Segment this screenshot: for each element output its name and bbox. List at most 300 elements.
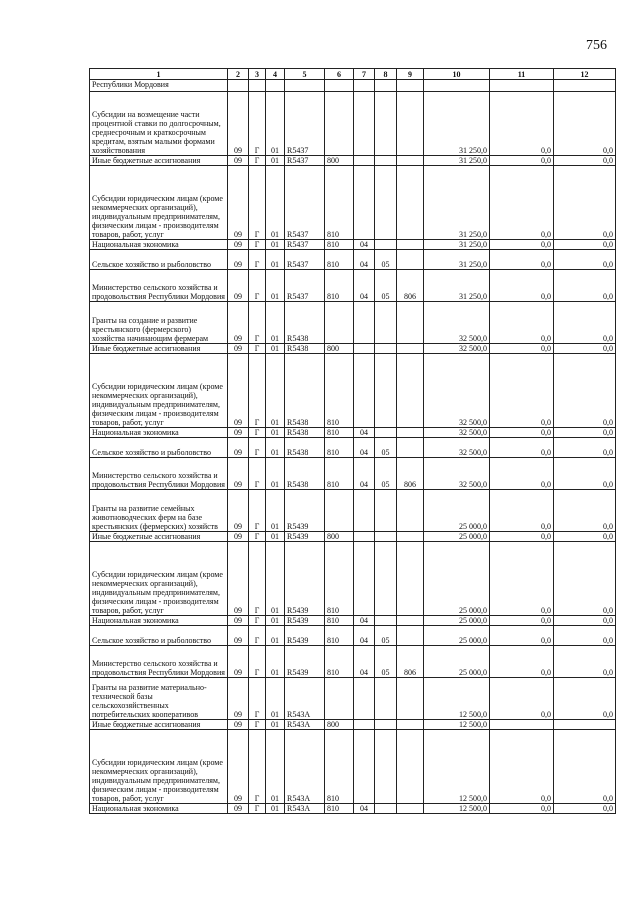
table-cell: 0,0: [554, 240, 616, 250]
table-cell: R5437: [285, 250, 325, 270]
table-cell: [354, 80, 375, 92]
table-cell: [325, 92, 354, 156]
col-header: 11: [490, 69, 554, 80]
table-body: [90, 80, 616, 814]
table-cell: [354, 156, 375, 166]
table-cell: 0,0: [554, 490, 616, 532]
table-cell: [285, 80, 325, 92]
table-cell: 31 250,0: [424, 240, 490, 250]
table-cell: 01: [266, 646, 285, 678]
table-cell: R543A: [285, 804, 325, 814]
table-cell: 810: [325, 438, 354, 458]
table-cell: 0,0: [490, 804, 554, 814]
table-cell: [354, 92, 375, 156]
table-cell: 0,0: [554, 646, 616, 678]
table-cell: [375, 730, 397, 804]
row-label: Национальная экономика: [90, 616, 228, 626]
table-cell: 0,0: [490, 646, 554, 678]
table-row: [90, 490, 616, 532]
budget-table: [89, 68, 616, 814]
table-cell: 32 500,0: [424, 344, 490, 354]
table-cell: 31 250,0: [424, 166, 490, 240]
table-cell: [375, 542, 397, 616]
table-cell: 0,0: [490, 542, 554, 616]
table-cell: R5437: [285, 92, 325, 156]
table-cell: [375, 720, 397, 730]
table-cell: 01: [266, 532, 285, 542]
table-cell: 09: [228, 730, 249, 804]
table-cell: 09: [228, 302, 249, 344]
table-cell: [325, 678, 354, 720]
table-cell: 01: [266, 166, 285, 240]
table-row: [90, 156, 616, 166]
table-cell: 01: [266, 354, 285, 428]
table-cell: R5438: [285, 354, 325, 428]
table-cell: 09: [228, 458, 249, 490]
table-cell: [397, 250, 424, 270]
table-cell: R5438: [285, 458, 325, 490]
table-cell: 32 500,0: [424, 354, 490, 428]
table-cell: R5437: [285, 270, 325, 302]
table-cell: 04: [354, 616, 375, 626]
row-label: Гранты на развитие материально-технической базы сельскохозяйственных потребительских кооперативов: [90, 678, 228, 720]
table-row: [90, 270, 616, 302]
table-cell: Г: [249, 428, 266, 438]
table-cell: 09: [228, 156, 249, 166]
table-cell: [375, 354, 397, 428]
table-row: [90, 302, 616, 344]
table-cell: [354, 532, 375, 542]
row-label: Иные бюджетные ассигнования: [90, 156, 228, 166]
row-label: Гранты на создание и развитие крестьянского (фермерского) хозяйства начинающим фермерам: [90, 302, 228, 344]
table-cell: 04: [354, 240, 375, 250]
col-header: 12: [554, 69, 616, 80]
table-cell: 0,0: [490, 616, 554, 626]
table-cell: 0,0: [554, 458, 616, 490]
table-cell: 09: [228, 438, 249, 458]
table-cell: 0,0: [554, 354, 616, 428]
table-cell: 0,0: [490, 458, 554, 490]
table-cell: 0,0: [554, 302, 616, 344]
col-header: 10: [424, 69, 490, 80]
table-cell: 0,0: [554, 156, 616, 166]
table-cell: Г: [249, 92, 266, 156]
table-cell: R5439: [285, 490, 325, 532]
table-cell: Г: [249, 804, 266, 814]
table-cell: 04: [354, 438, 375, 458]
table-cell: [375, 92, 397, 156]
table-cell: R5437: [285, 240, 325, 250]
table-cell: 25 000,0: [424, 542, 490, 616]
table-cell: R5438: [285, 428, 325, 438]
table-cell: 0,0: [554, 270, 616, 302]
row-label: Субсидии юридическим лицам (кроме некоммерческих организаций), индивидуальным предпринимателям, физическим лицам - производителям товаров, работ, услуг: [90, 542, 228, 616]
table-row: [90, 646, 616, 678]
table-cell: 01: [266, 250, 285, 270]
table-cell: 09: [228, 720, 249, 730]
table-cell: 25 000,0: [424, 626, 490, 646]
page-number: 756: [586, 38, 607, 53]
table-cell: 31 250,0: [424, 156, 490, 166]
table-cell: 09: [228, 92, 249, 156]
table-cell: 05: [375, 458, 397, 490]
table-cell: Г: [249, 344, 266, 354]
table-cell: 810: [325, 458, 354, 490]
table-cell: R5438: [285, 344, 325, 354]
table-cell: 806: [397, 270, 424, 302]
table-cell: 25 000,0: [424, 616, 490, 626]
table-cell: 0,0: [490, 270, 554, 302]
table-cell: [325, 302, 354, 344]
row-label: Республики Мордовия: [90, 80, 228, 92]
table-cell: 01: [266, 302, 285, 344]
col-header: 7: [354, 69, 375, 80]
table-cell: Г: [249, 678, 266, 720]
table-cell: 09: [228, 616, 249, 626]
table-cell: 01: [266, 720, 285, 730]
table-cell: 0,0: [554, 678, 616, 720]
table-cell: [354, 720, 375, 730]
table-cell: 09: [228, 428, 249, 438]
table-cell: Г: [249, 542, 266, 616]
table-cell: R5437: [285, 166, 325, 240]
table-cell: 0,0: [554, 428, 616, 438]
table-cell: [490, 80, 554, 92]
row-label: Иные бюджетные ассигнования: [90, 720, 228, 730]
table-cell: 12 500,0: [424, 730, 490, 804]
table-cell: 05: [375, 646, 397, 678]
table-cell: 0,0: [554, 92, 616, 156]
row-label: Министерство сельского хозяйства и продовольствия Республики Мордовия: [90, 646, 228, 678]
table-cell: 09: [228, 804, 249, 814]
table-cell: [375, 616, 397, 626]
table-cell: 810: [325, 804, 354, 814]
row-label: Сельское хозяйство и рыболовство: [90, 250, 228, 270]
table-cell: 0,0: [490, 156, 554, 166]
table-cell: Г: [249, 616, 266, 626]
table-cell: 31 250,0: [424, 250, 490, 270]
table-cell: [397, 626, 424, 646]
table-cell: 0,0: [554, 532, 616, 542]
table-cell: 0,0: [554, 626, 616, 646]
table-cell: [554, 80, 616, 92]
table-row: [90, 166, 616, 240]
table-row: [90, 92, 616, 156]
table-cell: 32 500,0: [424, 458, 490, 490]
table-cell: 09: [228, 354, 249, 428]
table-cell: 0,0: [490, 92, 554, 156]
table-cell: 806: [397, 646, 424, 678]
table-cell: 0,0: [490, 438, 554, 458]
table-cell: 810: [325, 730, 354, 804]
table-cell: 12 500,0: [424, 804, 490, 814]
table-cell: 25 000,0: [424, 646, 490, 678]
table-cell: 09: [228, 240, 249, 250]
table-cell: [397, 730, 424, 804]
table-row: [90, 80, 616, 92]
col-header: 8: [375, 69, 397, 80]
table-cell: 09: [228, 646, 249, 678]
table-cell: [354, 678, 375, 720]
table-cell: 25 000,0: [424, 490, 490, 532]
table-cell: [397, 490, 424, 532]
table-cell: [397, 166, 424, 240]
table-row: [90, 616, 616, 626]
table-cell: Г: [249, 354, 266, 428]
table-cell: [397, 302, 424, 344]
row-label: Сельское хозяйство и рыболовство: [90, 438, 228, 458]
table-cell: [397, 80, 424, 92]
table-cell: 01: [266, 270, 285, 302]
table-cell: [375, 240, 397, 250]
table-cell: [354, 166, 375, 240]
table-row: [90, 354, 616, 428]
table-cell: 04: [354, 804, 375, 814]
table-row: [90, 678, 616, 720]
row-label: Субсидии юридическим лицам (кроме некоммерческих организаций), индивидуальным предпринимателям, физическим лицам - производителям товаров, работ, услуг: [90, 166, 228, 240]
table-cell: [397, 438, 424, 458]
table-cell: 04: [354, 626, 375, 646]
table-cell: [397, 344, 424, 354]
table-cell: 32 500,0: [424, 302, 490, 344]
table-row: [90, 240, 616, 250]
table-cell: R543A: [285, 678, 325, 720]
table-row: [90, 730, 616, 804]
row-label: Сельское хозяйство и рыболовство: [90, 626, 228, 646]
table-cell: [266, 80, 285, 92]
table-cell: 810: [325, 166, 354, 240]
table-cell: [397, 720, 424, 730]
table-cell: [375, 166, 397, 240]
row-label: Гранты на развитие семейных животноводческих ферм на базе крестьянских (фермерских) хозяйств: [90, 490, 228, 532]
table-cell: 09: [228, 344, 249, 354]
table-cell: 31 250,0: [424, 270, 490, 302]
table-cell: [397, 428, 424, 438]
table-cell: 0,0: [490, 626, 554, 646]
table-cell: [354, 344, 375, 354]
table-cell: [375, 532, 397, 542]
table-cell: 0,0: [490, 532, 554, 542]
table-cell: [354, 354, 375, 428]
table-cell: 0,0: [554, 438, 616, 458]
table-cell: 800: [325, 720, 354, 730]
table-cell: [397, 240, 424, 250]
table-cell: 810: [325, 626, 354, 646]
table-cell: 01: [266, 240, 285, 250]
table-cell: [228, 80, 249, 92]
table-cell: [397, 156, 424, 166]
table-cell: 0,0: [554, 542, 616, 616]
table-cell: 09: [228, 270, 249, 302]
table-cell: [354, 302, 375, 344]
col-header: 9: [397, 69, 424, 80]
table-cell: 800: [325, 344, 354, 354]
table-cell: 810: [325, 354, 354, 428]
table-cell: 0,0: [490, 344, 554, 354]
table-cell: Г: [249, 270, 266, 302]
table-cell: 01: [266, 730, 285, 804]
row-label: Национальная экономика: [90, 240, 228, 250]
table-cell: 01: [266, 428, 285, 438]
table-row: [90, 542, 616, 616]
table-row: [90, 428, 616, 438]
table-cell: [397, 92, 424, 156]
table-cell: 32 500,0: [424, 438, 490, 458]
table-cell: 0,0: [490, 250, 554, 270]
table-cell: 0,0: [554, 804, 616, 814]
table-cell: 12 500,0: [424, 678, 490, 720]
table-cell: 0,0: [490, 302, 554, 344]
table-cell: 810: [325, 542, 354, 616]
table-cell: R5439: [285, 616, 325, 626]
table-cell: [375, 804, 397, 814]
table-cell: 01: [266, 458, 285, 490]
table-cell: 31 250,0: [424, 92, 490, 156]
table-cell: Г: [249, 156, 266, 166]
table-cell: [325, 80, 354, 92]
table-cell: 0,0: [490, 428, 554, 438]
col-header: 5: [285, 69, 325, 80]
table-cell: [397, 678, 424, 720]
table-cell: 800: [325, 532, 354, 542]
table-cell: Г: [249, 240, 266, 250]
table-cell: 0,0: [490, 730, 554, 804]
table-cell: 0,0: [490, 166, 554, 240]
table-cell: 0,0: [554, 166, 616, 240]
table-cell: [354, 730, 375, 804]
table-cell: R5438: [285, 302, 325, 344]
table-cell: Г: [249, 720, 266, 730]
table-cell: [325, 490, 354, 532]
table-cell: 810: [325, 240, 354, 250]
table-cell: Г: [249, 438, 266, 458]
row-label: Субсидии юридическим лицам (кроме некоммерческих организаций), индивидуальным предпринимателям, физическим лицам - производителям товаров, работ, услуг: [90, 354, 228, 428]
table-cell: R543A: [285, 720, 325, 730]
table-cell: Г: [249, 166, 266, 240]
table-cell: 05: [375, 250, 397, 270]
table-cell: 01: [266, 804, 285, 814]
table-cell: 04: [354, 646, 375, 678]
table-cell: 0,0: [490, 490, 554, 532]
row-label: Национальная экономика: [90, 428, 228, 438]
table-cell: 04: [354, 270, 375, 302]
row-label: Министерство сельского хозяйства и продовольствия Республики Мордовия: [90, 458, 228, 490]
table-cell: 09: [228, 542, 249, 616]
row-label: Субсидии юридическим лицам (кроме некоммерческих организаций), индивидуальным предпринимателям, физическим лицам - производителям товаров, работ, услуг: [90, 730, 228, 804]
table-cell: [397, 354, 424, 428]
table-cell: 05: [375, 438, 397, 458]
table-cell: R5439: [285, 626, 325, 646]
table-cell: 01: [266, 92, 285, 156]
row-label: Иные бюджетные ассигнования: [90, 344, 228, 354]
table-cell: [424, 80, 490, 92]
table-cell: [397, 804, 424, 814]
table-cell: 09: [228, 678, 249, 720]
table-cell: 32 500,0: [424, 428, 490, 438]
table-cell: [354, 490, 375, 532]
table-cell: R5439: [285, 646, 325, 678]
table-cell: [397, 532, 424, 542]
table-cell: 09: [228, 250, 249, 270]
row-label: Министерство сельского хозяйства и продовольствия Республики Мордовия: [90, 270, 228, 302]
table-row: [90, 720, 616, 730]
table-cell: 800: [325, 156, 354, 166]
table-row: [90, 458, 616, 490]
table-cell: Г: [249, 250, 266, 270]
table-cell: [375, 80, 397, 92]
col-header: 2: [228, 69, 249, 80]
table-cell: 09: [228, 626, 249, 646]
table-cell: 25 000,0: [424, 532, 490, 542]
table-cell: [375, 344, 397, 354]
table-cell: 810: [325, 646, 354, 678]
table-cell: [554, 720, 616, 730]
table-cell: R5437: [285, 156, 325, 166]
table-cell: Г: [249, 458, 266, 490]
table-cell: 12 500,0: [424, 720, 490, 730]
table-cell: 01: [266, 438, 285, 458]
table-cell: 0,0: [490, 240, 554, 250]
table-cell: R5439: [285, 542, 325, 616]
table-cell: R5439: [285, 532, 325, 542]
table-cell: 04: [354, 458, 375, 490]
table-cell: Г: [249, 490, 266, 532]
table-cell: 04: [354, 250, 375, 270]
table-row: [90, 344, 616, 354]
table-row: [90, 532, 616, 542]
row-label: Национальная экономика: [90, 804, 228, 814]
table-cell: Г: [249, 302, 266, 344]
table-cell: 05: [375, 626, 397, 646]
table-cell: 01: [266, 542, 285, 616]
table-row: [90, 250, 616, 270]
table-cell: 0,0: [490, 678, 554, 720]
table-cell: [375, 156, 397, 166]
table-row: [90, 438, 616, 458]
table-cell: 01: [266, 626, 285, 646]
table-cell: Г: [249, 626, 266, 646]
col-header: 3: [249, 69, 266, 80]
table-cell: 0,0: [490, 354, 554, 428]
table-cell: 810: [325, 616, 354, 626]
table-cell: 01: [266, 490, 285, 532]
table-cell: 09: [228, 490, 249, 532]
table-cell: 05: [375, 270, 397, 302]
row-label: Иные бюджетные ассигнования: [90, 532, 228, 542]
table-cell: 09: [228, 532, 249, 542]
table-cell: [490, 720, 554, 730]
col-header: 1: [90, 69, 228, 80]
table-cell: [375, 490, 397, 532]
table-cell: 0,0: [554, 344, 616, 354]
table-cell: [354, 542, 375, 616]
table-cell: R5438: [285, 438, 325, 458]
table-cell: [375, 302, 397, 344]
table-cell: 01: [266, 616, 285, 626]
table-cell: [375, 428, 397, 438]
table-row: [90, 804, 616, 814]
table-cell: 0,0: [554, 730, 616, 804]
table-cell: 09: [228, 166, 249, 240]
row-label: Субсидии на возмещение части процентной ставки по долгосрочным, среднесрочным и краткосрочным кредитам, взятым малыми формами хозяйствования: [90, 92, 228, 156]
table-cell: 810: [325, 270, 354, 302]
table-cell: 810: [325, 250, 354, 270]
table-cell: 810: [325, 428, 354, 438]
col-header: 6: [325, 69, 354, 80]
table-cell: [397, 542, 424, 616]
table-cell: [375, 678, 397, 720]
table-cell: 0,0: [554, 616, 616, 626]
